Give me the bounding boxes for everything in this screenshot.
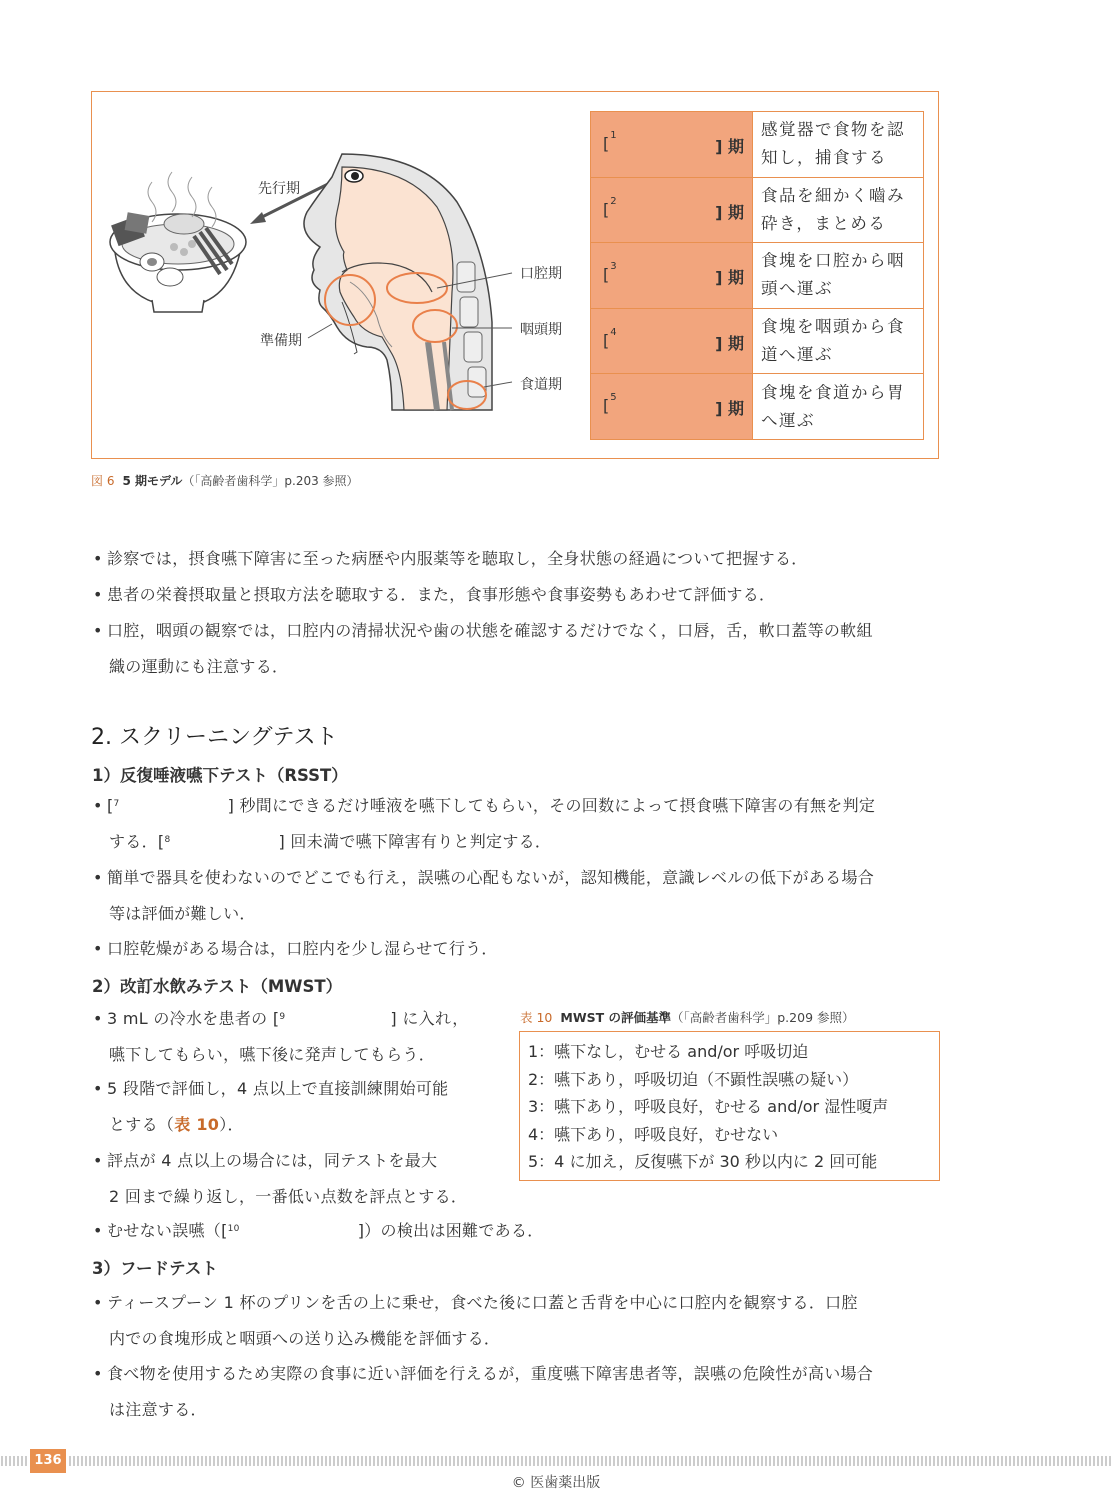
stage-row <box>591 308 924 374</box>
bullet-item: • [$^7$ ] 秒間にできるだけ唾液を嚥下してもらい，その回数によって摂食嚥下障害の有無を判定 する．[$^8$ ] 回未満で嚥下障害有りと判定する． <box>93 796 876 851</box>
figure-caption: 図 6 5 期モデル（「高齢者歯科学」p.203 参照） <box>91 474 359 488</box>
subsection-heading-mwst: 2）改訂水飲みテスト（MWST） <box>92 977 343 996</box>
stage-description: 食塊を口腔から咽頭へ運ぶ <box>753 243 924 309</box>
table10-row: 2：嚥下あり，呼吸切迫（不顕性誤嚥の疑い） <box>528 1069 859 1089</box>
bullet-item: • 食べ物を使用するため実際の食事に近い評価を行えるが，重度嚥下障害患者等，誤嚥の危険性が高い場合 は注意する． <box>93 1364 874 1419</box>
label-esophageal-stage: 食道期 <box>520 377 562 393</box>
stage-description: 感覚器で食物を認知し，捕食する <box>753 112 924 178</box>
table10-row: 1：嚥下なし，むせる and/or 呼吸切迫 <box>528 1042 809 1061</box>
stage-table <box>590 111 924 440</box>
page-number: 136 <box>30 1449 66 1473</box>
subsection-heading-food: 3）フードテスト <box>92 1259 218 1278</box>
bullet-item: • ティースプーン 1 杯のプリンを舌の上に乗せ，食べた後に口蓋と舌背を中心に口腔内を観察する．口腔 内での食塊形成と咽頭への送り込み機能を評価する． <box>93 1293 858 1348</box>
stage-row <box>591 374 924 440</box>
footer-rule-left <box>0 1454 30 1468</box>
stage-row <box>591 243 924 309</box>
bullet-item: • 患者の栄養摂取量と摂取方法を聴取する．また，食事形態や食事姿勢もあわせて評価する． <box>93 585 776 604</box>
table10-row: 4：嚥下あり，呼吸良好，むせない <box>528 1124 779 1144</box>
bullet-item: • 5 段階で評価し，4 点以上で直接訓練開始可能 とする（表 10）． <box>93 1079 449 1134</box>
section-heading: 2. スクリーニングテスト <box>91 725 338 750</box>
copyright: © 医歯薬出版 <box>511 1475 601 1491</box>
stage-description: 食塊を食道から胃へ運ぶ <box>753 374 924 440</box>
subsection-heading-rsst: 1）反復唾液嚥下テスト（RSST） <box>92 766 348 785</box>
stage-description: 食塊を咽頭から食道へ運ぶ <box>753 308 924 374</box>
table10-row: 3：嚥下あり，呼吸良好，むせる and/or 湿性嗄声 <box>528 1097 889 1116</box>
ramen-bowl-image <box>110 172 246 312</box>
swallowing-illustration <box>92 92 592 458</box>
stage-row <box>591 177 924 243</box>
table-reference-link[interactable]: 表 10 <box>174 1115 220 1134</box>
label-oral-stage: 口腔期 <box>520 266 562 282</box>
bullet-item: • 口腔乾燥がある場合は，口腔内を少し湿らせて行う． <box>93 939 498 958</box>
bullet-item: • 診察では，摂食嚥下障害に至った病歴や内服薬等を聴取し，全身状態の経過について把握する． <box>93 549 808 568</box>
stage-row <box>591 112 924 178</box>
label-preparatory-stage: 準備期 <box>260 333 302 349</box>
stage-blank: [$^4$ ] 期 <box>591 308 753 374</box>
label-pharyngeal-stage: 咽頭期 <box>520 322 562 338</box>
bullet-item: • 3 mL の冷水を患者の [$^9$ ] に入れ， 嚥下してもらい，嚥下後に発声してもらう． <box>93 1009 469 1064</box>
table10-row: 5：4 に加え，反復嚥下が 30 秒以内に 2 回可能 <box>528 1152 878 1171</box>
footer-rule-right <box>68 1454 1112 1468</box>
stage-blank: [$^2$ ] 期 <box>591 177 753 243</box>
stage-description: 食品を細かく嚙み砕き，まとめる <box>753 177 924 243</box>
stage-blank: [$^3$ ] 期 <box>591 243 753 309</box>
stage-blank: [$^5$ ] 期 <box>591 374 753 440</box>
label-preceding-stage: 先行期 <box>258 181 300 197</box>
bullet-item: • 簡単で器具を使わないのでどこでも行え，誤嚥の心配もないが，認知機能，意識レベルの低下がある場合 等は評価が難しい． <box>93 868 875 923</box>
bullet-item: • 口腔，咽頭の観察では，口腔内の清掃状況や歯の状態を確認するだけでなく，口唇，舌，軟口蓋等の軟組 織の運動にも注意する． <box>93 621 873 676</box>
bullet-item: • むせない誤嚥（[$^{10}$ ]）の検出は困難である． <box>93 1221 544 1240</box>
stage-blank: [$^1$ ] 期 <box>591 112 753 178</box>
table10-box <box>519 1031 940 1181</box>
bullet-item: • 評点が 4 点以上の場合には，同テストを最大 2 回まで繰り返し，一番低い点数を評点とする． <box>93 1151 468 1206</box>
table10-caption: 表 10 MWST の評価基準（「高齢者歯科学」p.209 参照） <box>520 1010 855 1025</box>
